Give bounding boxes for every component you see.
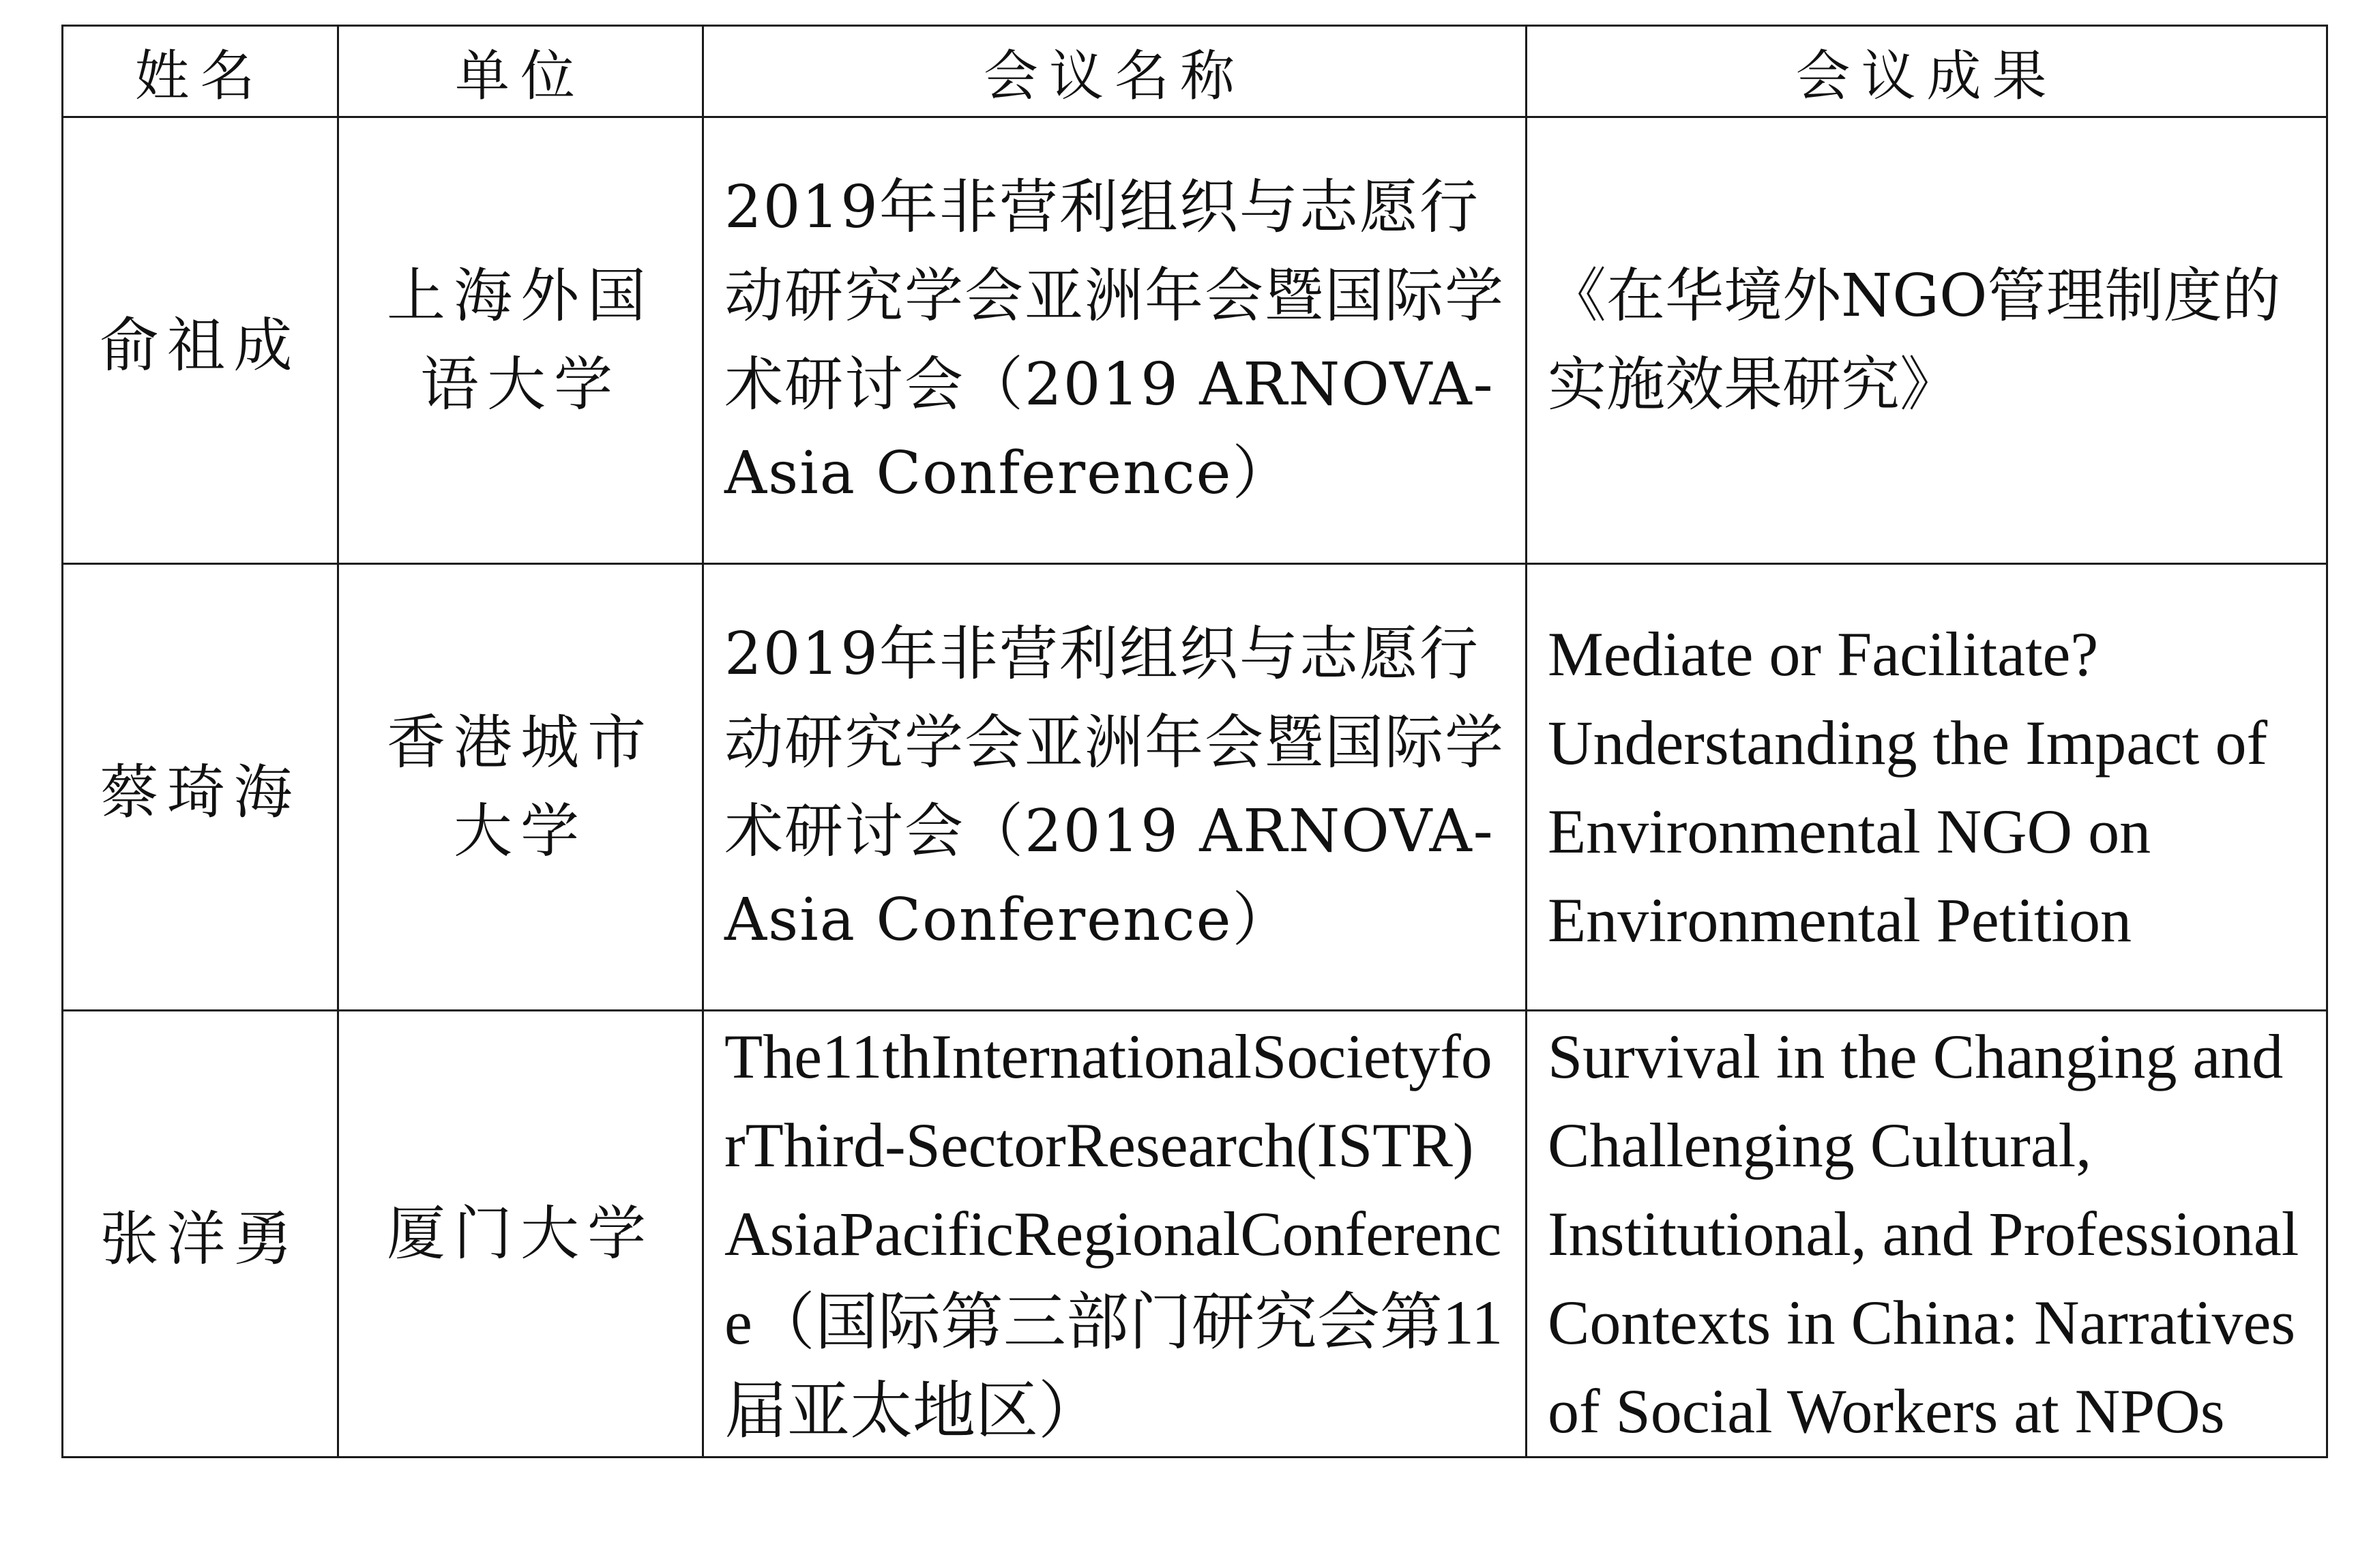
cell-conference: 2019年非营利组织与志愿行动研究学会亚洲年会暨国际学术研讨会（2019 ARNOVA-Asia Conference） bbox=[703, 564, 1527, 1011]
cell-unit: 厦门大学 bbox=[338, 1011, 703, 1458]
header-result: 会议成果 bbox=[1527, 26, 2327, 117]
table-row bbox=[63, 1011, 2327, 1458]
cell-conference: The11thInternationalSocietyforThird-SectorResearch(ISTR)AsiaPacificRegionalConference（国际第三部门研究会第11届亚太地区） bbox=[703, 1011, 1527, 1458]
cell-result: Survival in the Changing and Challenging Cultural, Institutional, and Professional Contexts in China: Narratives of Social Workers at NPOs bbox=[1527, 1011, 2327, 1458]
header-name: 姓名 bbox=[63, 26, 338, 117]
cell-conference: 2019年非营利组织与志愿行动研究学会亚洲年会暨国际学术研讨会（2019 ARNOVA-Asia Conference） bbox=[703, 117, 1527, 564]
conference-table bbox=[61, 25, 2328, 1458]
table-header-row bbox=[63, 26, 2327, 117]
cell-unit: 上海外国语大学 bbox=[338, 117, 703, 564]
cell-name: 张洋勇 bbox=[63, 1011, 338, 1458]
cell-result: 《在华境外NGO管理制度的实施效果研究》 bbox=[1527, 117, 2327, 564]
cell-name: 蔡琦海 bbox=[63, 564, 338, 1011]
cell-unit: 香港城市大学 bbox=[338, 564, 703, 1011]
header-unit: 单位 bbox=[338, 26, 703, 117]
cell-name: 俞祖成 bbox=[63, 117, 338, 564]
cell-result: Mediate or Facilitate? Understanding the Impact of Environmental NGO on Environmental Petition bbox=[1527, 564, 2327, 1011]
header-conference: 会议名称 bbox=[703, 26, 1527, 117]
table-row bbox=[63, 117, 2327, 564]
table-row bbox=[63, 564, 2327, 1011]
